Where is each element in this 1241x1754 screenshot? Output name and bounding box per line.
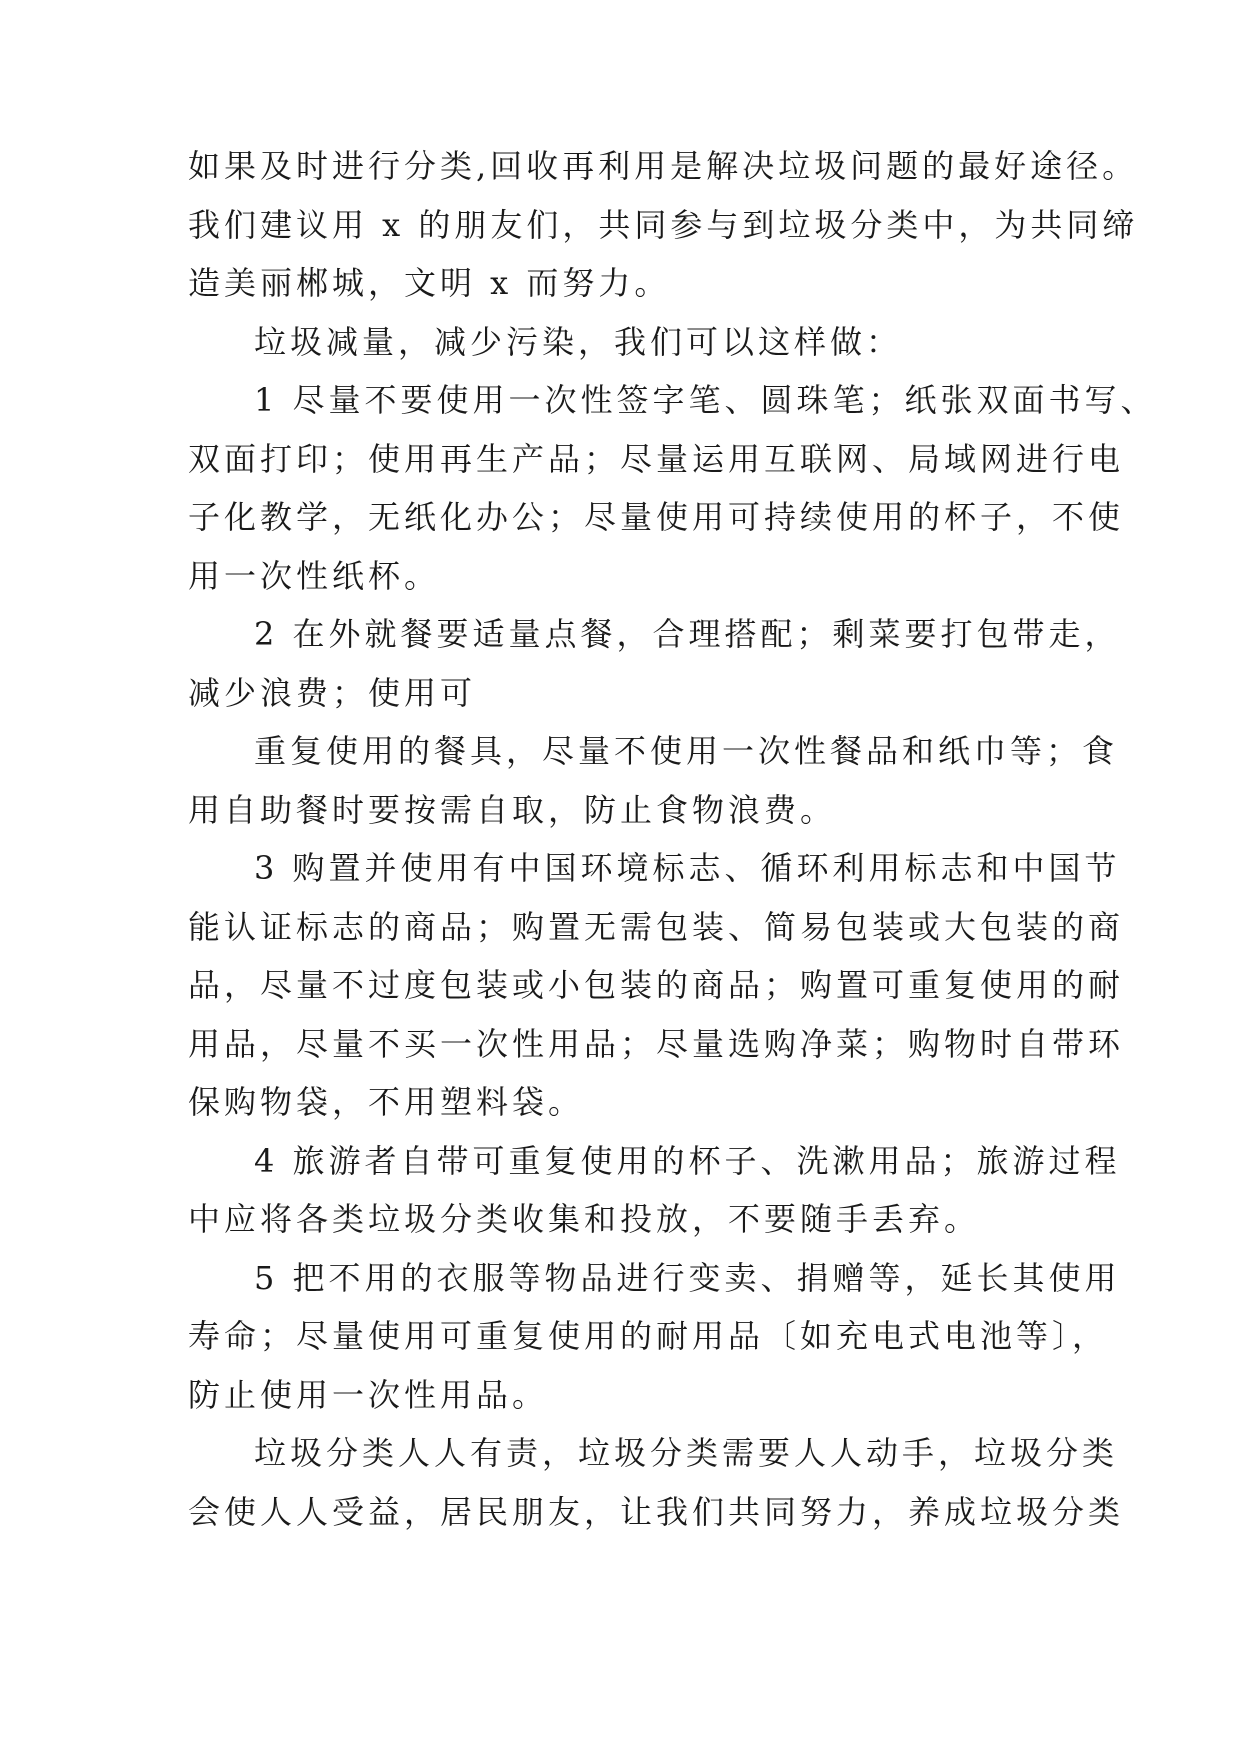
text-line: 垃圾减量，减少污染，我们可以这样做： (254, 323, 903, 361)
text-line: 中应将各类垃圾分类收集和投放，不要随手丢弃。 (188, 1200, 981, 1238)
text-line: 双面打印；使用再生产品；尽量运用互联网、局域网进行电 (188, 440, 1125, 478)
text-line: 造美丽郴城，文明 x 而努力。 (188, 264, 671, 302)
text-line: 保购物袋，不用塑料袋。 (188, 1083, 585, 1121)
text-line: 重复使用的餐具，尽量不使用一次性餐品和纸巾等；食 (254, 732, 1119, 770)
text-line: 如果及时进行分类,回收再利用是解决垃圾问题的最好途径。 (188, 147, 1139, 185)
text-line: 1 尽量不要使用一次性签字笔、圆珠笔；纸张双面书写、 (254, 381, 1157, 419)
text-line: 用品，尽量不买一次性用品；尽量选购净菜；购物时自带环 (188, 1025, 1125, 1063)
text-line: 能认证标志的商品；购置无需包装、简易包装或大包装的商 (188, 908, 1125, 946)
text-line: 4 旅游者自带可重复使用的杯子、洗漱用品；旅游过程 (254, 1142, 1121, 1180)
text-line: 垃圾分类人人有责，垃圾分类需要人人动手，垃圾分类 (254, 1434, 1119, 1472)
text-line: 用一次性纸杯。 (188, 557, 441, 595)
text-line: 3 购置并使用有中国环境标志、循环利用标志和中国节 (254, 849, 1121, 887)
text-line: 我们建议用 x 的朋友们，共同参与到垃圾分类中，为共同缔 (188, 206, 1139, 244)
text-line: 品，尽量不过度包装或小包装的商品；购置可重复使用的耐 (188, 966, 1125, 1004)
text-line: 防止使用一次性用品。 (188, 1376, 549, 1414)
text-line: 减少浪费；使用可 (188, 674, 477, 712)
text-line: 用自助餐时要按需自取，防止食物浪费。 (188, 791, 837, 829)
text-line: 5 把不用的衣服等物品进行变卖、捐赠等，延长其使用 (254, 1259, 1121, 1297)
text-line: 子化教学，无纸化办公；尽量使用可持续使用的杯子，不使 (188, 498, 1125, 536)
text-line: 会使人人受益，居民朋友，让我们共同努力，养成垃圾分类 (188, 1493, 1125, 1531)
text-line: 2 在外就餐要适量点餐，合理搭配；剩菜要打包带走， (254, 615, 1121, 653)
text-line: 寿命；尽量使用可重复使用的耐用品〔如充电式电池等〕， (188, 1317, 1109, 1355)
